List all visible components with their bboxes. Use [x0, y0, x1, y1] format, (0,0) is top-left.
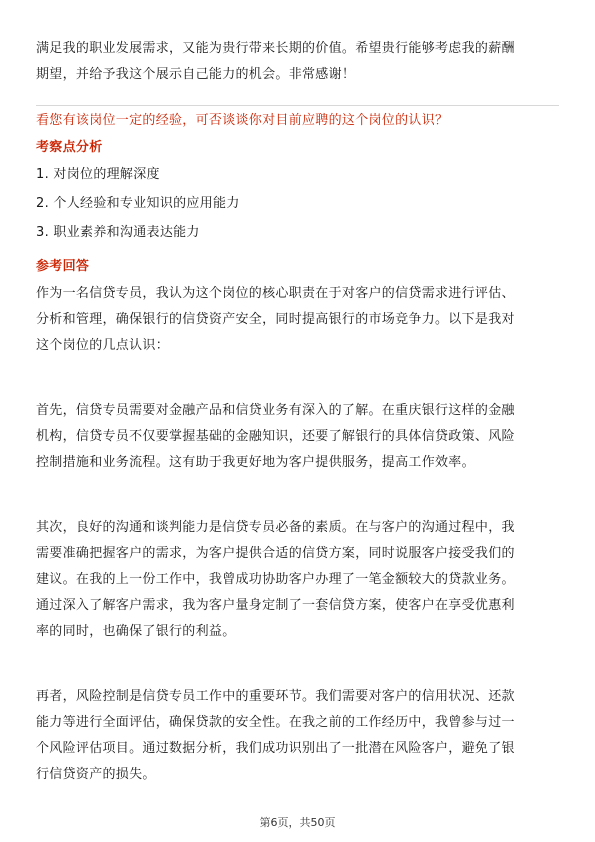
analysis-item: 2. 个人经验和专业知识的应用能力 [36, 196, 240, 211]
answer-p2-line: 控制措施和业务流程。这有助于我更好地为客户提供服务，提高工作效率。 [36, 455, 475, 470]
answer-p4-line: 再者，风险控制是信贷专员工作中的重要环节。我们需要对客户的信用状况、还款 [36, 689, 515, 704]
answer-p1-line: 作为一名信贷专员，我认为这个岗位的核心职责在于对客户的信贷需求进行评估、 [36, 286, 515, 301]
answer-p2-line: 机构，信贷专员不仅要掌握基础的金融知识，还要了解银行的具体信贷政策、风险 [36, 429, 515, 444]
answer-p1-line: 分析和管理，确保银行的信贷资产安全，同时提高银行的市场竞争力。以下是我对 [36, 312, 515, 327]
answer-p1-line: 这个岗位的几点认识： [36, 338, 170, 353]
answer-p2-line: 首先，信贷专员需要对金融产品和信贷业务有深入的了解。在重庆银行这样的金融 [36, 403, 515, 418]
answer-title: 参考回答 [36, 259, 90, 274]
answer-p3-line: 率的同时，也确保了银行的利益。 [36, 624, 236, 639]
section-divider [36, 105, 559, 106]
question-heading: 看您有该岗位一定的经验，可否谈谈你对目前应聘的这个岗位的认识？ [36, 113, 449, 128]
page-number: 第6页，共50页 [259, 816, 336, 829]
intro-line-2: 期望，并给予我这个展示自己能力的机会。非常感谢！ [36, 67, 356, 82]
analysis-item: 1. 对岗位的理解深度 [36, 167, 160, 182]
intro-line-1: 满足我的职业发展需求，又能为贵行带来长期的价值。希望贵行能够考虑我的薪酬 [36, 41, 515, 56]
answer-p3-line: 其次，良好的沟通和谈判能力是信贷专员必备的素质。在与客户的沟通过程中，我 [36, 520, 515, 535]
analysis-title: 考察点分析 [36, 140, 103, 155]
answer-p3-line: 需要准确把握客户的需求，为客户提供合适的信贷方案，同时说服客户接受我们的 [36, 546, 515, 561]
answer-p4-line: 行信贷资产的损失。 [36, 767, 156, 782]
answer-p3-line: 建议。在我的上一份工作中，我曾成功协助客户办理了一笔金额较大的贷款业务。 [36, 572, 515, 587]
answer-p4-line: 个风险评估项目。通过数据分析，我们成功识别出了一批潜在风险客户，避免了银 [36, 741, 515, 756]
answer-p4-line: 能力等进行全面评估，确保贷款的安全性。在我之前的工作经历中，我曾参与过一 [36, 715, 515, 730]
analysis-item: 3. 职业素养和沟通表达能力 [36, 225, 200, 240]
answer-p3-line: 通过深入了解客户需求，我为客户量身定制了一套信贷方案，使客户在享受优惠利 [36, 598, 515, 613]
